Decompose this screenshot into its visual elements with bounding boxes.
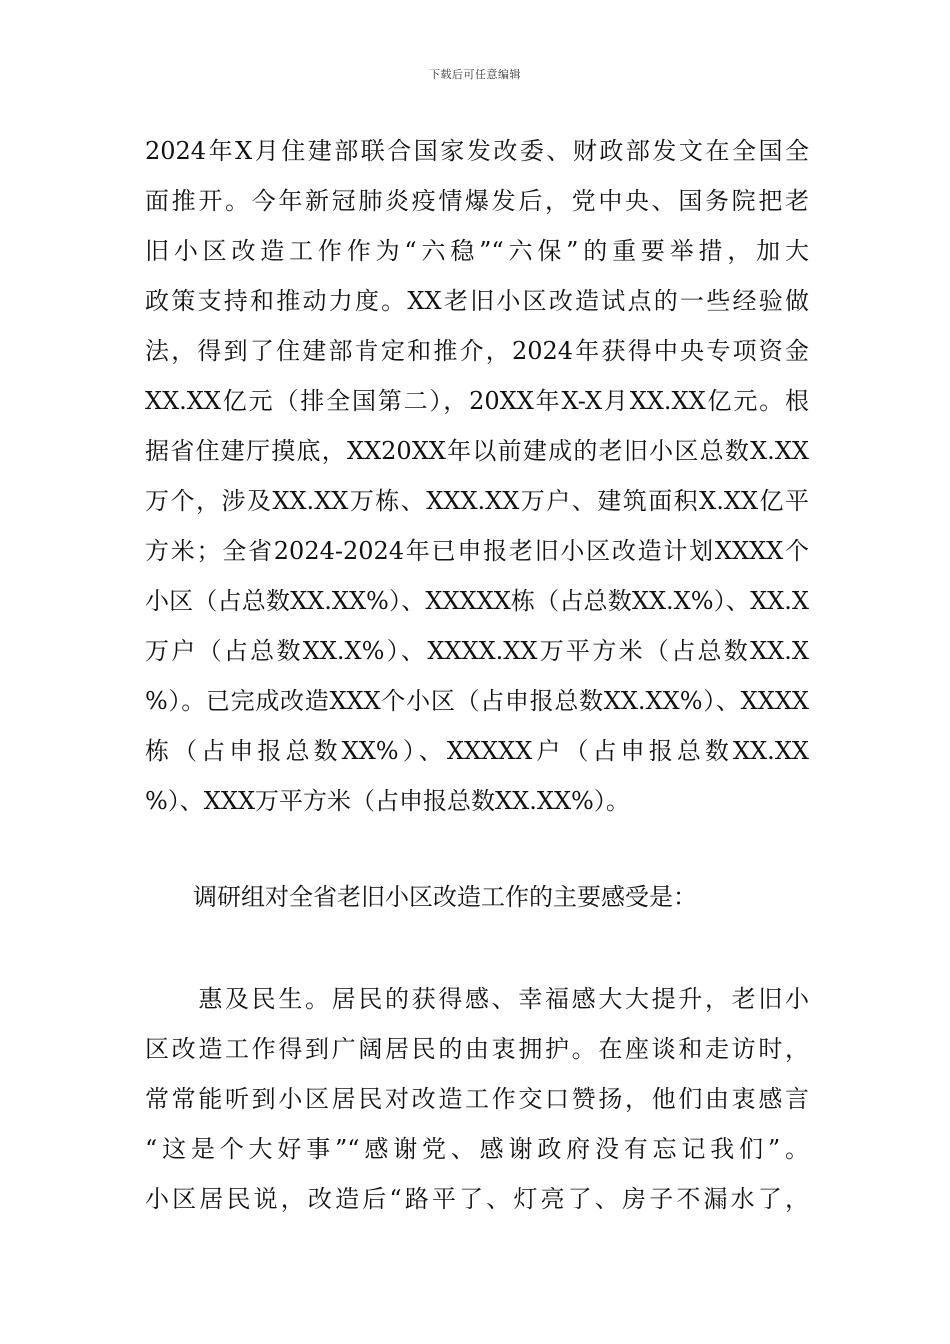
paragraph-benefits — [145, 974, 809, 1224]
text-line: 小区（占总数XX.XX%）、XXXXX栋（占总数XX.X%）、XX.X — [145, 587, 809, 615]
paragraph-summary-intro — [145, 872, 809, 922]
text-line: %）。已完成改造XXX个小区（占申报总数XX.XX%）、XXXX — [145, 687, 809, 715]
text-line: 小区居民说，改造后“路平了、灯亮了、房子不漏水了， — [145, 1185, 809, 1213]
text-line: 政策支持和推动力度。XX老旧小区改造试点的一些经验做 — [145, 287, 809, 315]
text-line: 2024年X月住建部联合国家发改委、财政部发文在全国全 — [145, 137, 809, 165]
text-line: 旧小区改造工作作为“六稳”“六保”的重要举措，加大 — [145, 237, 809, 265]
text-line: %）、XXX万平方米（占申报总数XX.XX%）。 — [145, 787, 630, 815]
text-line: 面推开。今年新冠肺炎疫情爆发后，党中央、国务院把老 — [145, 187, 809, 215]
text-line: 惠及民生。居民的获得感、幸福感大大提升，老旧小 — [145, 985, 809, 1013]
text-line: XX.XX亿元（排全国第二），20XX年X-X月XX.XX亿元。根 — [145, 387, 809, 415]
text-line: 据省住建厅摸底，XX20XX年以前建成的老旧小区总数X.XX — [145, 437, 809, 465]
text-line: 常常能听到小区居民对改造工作交口赞扬，他们由衷感言 — [145, 1085, 809, 1113]
paragraph-background — [145, 126, 809, 826]
text-line: 栋（占申报总数XX%）、XXXXX户（占申报总数XX.XX — [145, 737, 809, 765]
text-line: 区改造工作得到广阔居民的由衷拥护。在座谈和走访时， — [145, 1035, 809, 1063]
text-line: 法，得到了住建部肯定和推介，2024年获得中央专项资金 — [145, 337, 809, 365]
page-header: 下载后可任意编辑 — [429, 68, 521, 81]
text-line: 万户（占总数XX.X%）、XXXX.XX万平方米（占总数XX.X — [145, 637, 809, 665]
text-line: 万个，涉及XX.XX万栋、XXX.XX万户、建筑面积X.XX亿平 — [145, 487, 809, 515]
text-line: “这是个大好事”“感谢党、感谢政府没有忘记我们”。 — [145, 1135, 809, 1163]
text-line: 方米；全省2024-2024年已申报老旧小区改造计划XXXX个 — [145, 537, 809, 565]
text-line: 调研组对全省老旧小区改造工作的主要感受是： — [145, 883, 697, 911]
